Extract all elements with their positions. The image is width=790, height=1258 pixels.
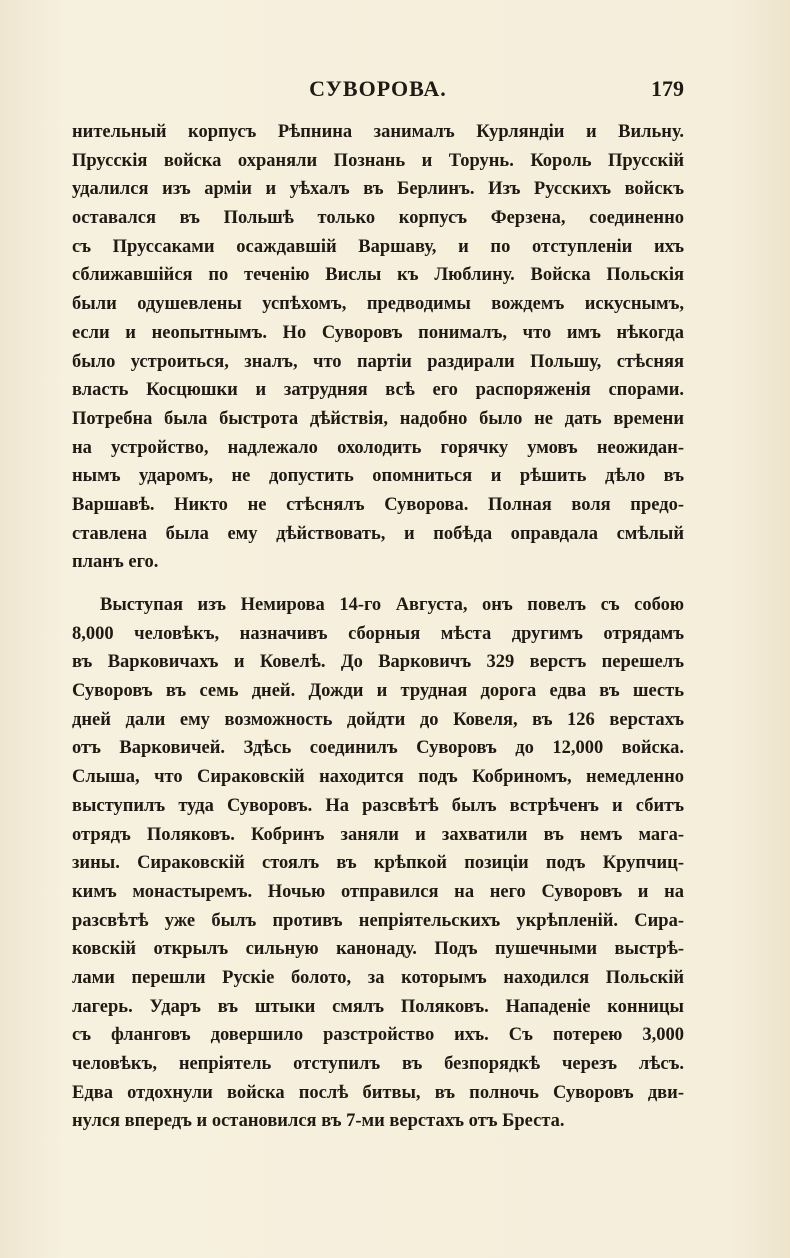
text-line: нымъ ударомъ, не допустить опомниться и рѣшить дѣло въ (72, 466, 684, 487)
text-line: Варшавѣ. Никто не стѣснялъ Суворова. Полная воля предо- (72, 494, 684, 515)
text-line: ставлена была ему дѣйствовать, и побѣда оправдала смѣлый (72, 523, 684, 544)
text-line: зины. Сираковскiй стоялъ въ крѣпкой позицiи подъ Крупчиц- (72, 853, 684, 874)
text-line: ковскiй открылъ сильную канонаду. Подъ пушечными выстрѣ- (72, 939, 684, 960)
page-number: 179 (651, 76, 684, 101)
text-line: Выступая изъ Немирова 14-го Августа, онъ повелъ съ собою (100, 595, 684, 615)
text-line: въ Варковичахъ и Ковелѣ. До Варковичъ 329 верстъ перешелъ (72, 652, 684, 673)
text-line: Слыша, что Сираковскiй находится подъ Кобриномъ, немедленно (72, 767, 684, 788)
text-line: лами перешли Рускiе болото, за которымъ находился Польскiй (72, 967, 684, 988)
text-line: удалился изъ армiи и уѣхалъ въ Берлинъ. Изъ Русскихъ войскъ (72, 179, 684, 200)
text-line: 8,000 человѣкъ, назначивъ сборныя мѣста другимъ отрядамъ (72, 623, 684, 644)
text-line: человѣкъ, непрiятель отступилъ въ безпорядкѣ черезъ лѣсъ. (72, 1054, 684, 1074)
text-line: были одушевлены успѣхомъ, предводимы вождемъ искуснымъ, (72, 294, 684, 315)
paragraph-1 (72, 118, 684, 577)
text-line: Суворовъ въ семь дней. Дожди и трудная дорога едва въ шесть (72, 681, 684, 702)
text-line: кимъ монастыремъ. Ночью отправился на него Суворовъ и на (72, 881, 684, 902)
text-line: Прусскiя войска охраняли Познань и Торунь. Король Прусскiй (72, 150, 684, 171)
text-line: дней дали ему возможность дойдти до Ковеля, въ 126 верстахъ (72, 709, 684, 730)
text-line: если и неопытнымъ. Но Суворовъ понималъ, что имъ нѣкогда (72, 322, 684, 343)
paragraph-gap (72, 577, 684, 591)
text-line: лагерь. Ударъ въ штыки смялъ Поляковъ. Нападенiе конницы (72, 996, 684, 1017)
text-line: Потребна была быстрота дѣйствiя, надобно было не дать времени (72, 408, 684, 429)
body-text (72, 118, 684, 1136)
text-line: оставался въ Польшѣ только корпусъ Ферзена, соединенно (72, 208, 684, 229)
text-line: сближавшiйся по теченiю Вислы къ Люблину. Войска Польскiя (72, 265, 684, 286)
text-line: съ Пруссаками осаждавшiй Варшаву, и по отступленiи ихъ (72, 236, 684, 257)
page-header (72, 76, 684, 104)
text-line: на устройство, надлежало охолодить горячку умовъ неожидан- (72, 437, 684, 458)
text-line: власть Косцюшки и затрудняя всѣ его распоряженiя спорами. (72, 380, 684, 401)
text-line: планъ его. (72, 552, 159, 573)
text-line: нительный корпусъ Рѣпнина занималъ Курляндiи и Вильну. (72, 122, 684, 142)
text-line: отрядъ Поляковъ. Кобринъ заняли и захватили въ немъ мага- (72, 824, 684, 845)
text-line: было устроиться, зналъ, что партiи раздирали Польшу, стѣсняя (72, 351, 684, 372)
text-line: выступилъ туда Суворовъ. На разсвѣтѣ былъ встрѣченъ и сбитъ (72, 795, 684, 816)
running-title: СУВОРОВА. (309, 76, 447, 101)
text-line: разсвѣтѣ уже былъ противъ непрiятельскихъ укрѣпленiй. Сира- (72, 910, 684, 931)
text-line: съ фланговъ довершило разстройство ихъ. Съ потерею 3,000 (72, 1025, 684, 1046)
paragraph-2 (72, 591, 684, 1136)
text-line: нулся впередъ и остановился въ 7-ми верстахъ отъ Бреста. (72, 1111, 565, 1132)
text-line: Едва отдохнули войска послѣ битвы, въ полночь Суворовъ дви- (72, 1082, 684, 1103)
text-line: отъ Варковичей. Здѣсь соединилъ Суворовъ до 12,000 войска. (72, 738, 684, 759)
